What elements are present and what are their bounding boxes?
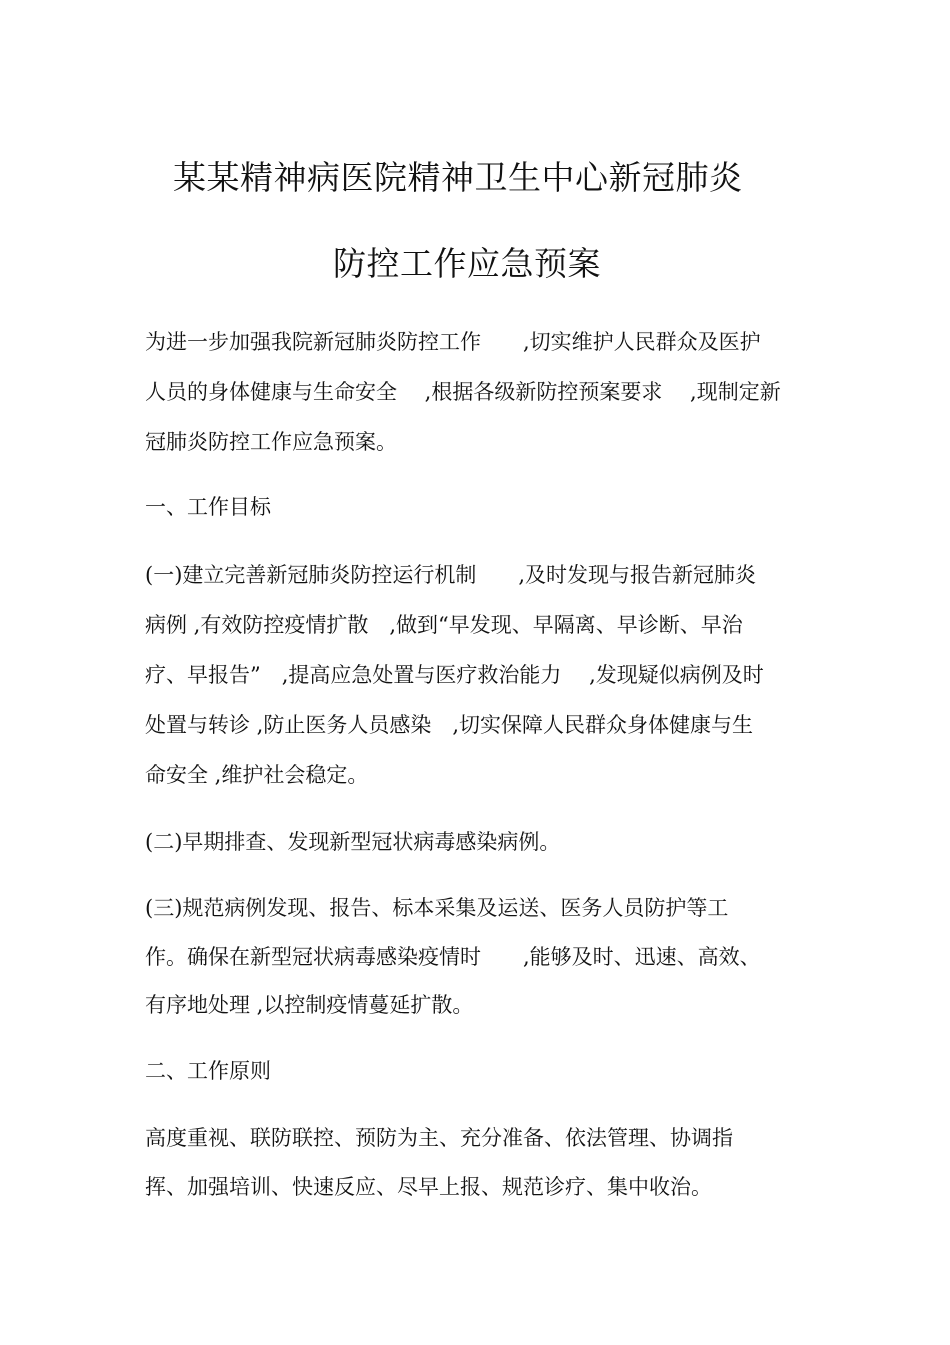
intro-line-1: 为进一步加强我院新冠肺炎防控工作 ,切实维护人民群众及医护 <box>145 330 761 354</box>
goal-3-line-2: 作。确保在新型冠状病毒感染疫情时 ,能够及时、迅速、高效、 <box>145 945 761 969</box>
document-title-line-2: 防控工作应急预案 <box>333 244 601 283</box>
section-heading-principles: 二、工作原则 <box>145 1059 271 1083</box>
document-title-line-1: 某某精神病医院精神卫生中心新冠肺炎 <box>173 158 743 197</box>
goal-3-line-1: (三)规范病例发现、报告、标本采集及运送、医务人员防护等工 <box>145 896 729 920</box>
goal-2-line-1: (二)早期排查、发现新型冠状病毒感染病例。 <box>145 830 561 854</box>
intro-line-3: 冠肺炎防控工作应急预案。 <box>145 430 397 454</box>
principles-line-2: 挥、加强培训、快速反应、尽早上报、规范诊疗、集中收治。 <box>145 1175 712 1199</box>
section-heading-goals: 一、工作目标 <box>145 495 271 519</box>
goal-1-line-1: (一)建立完善新冠肺炎防控运行机制 ,及时发现与报告新冠肺炎 <box>145 563 757 587</box>
goal-1-line-3: 疗、早报告” ,提高应急处置与医疗救治能力 ,发现疑似病例及时 <box>145 663 764 687</box>
goal-1-line-2: 病例 ,有效防控疫情扩散 ,做到“早发现、早隔离、早诊断、早治 <box>145 613 743 637</box>
goal-3-line-3: 有序地处理 ,以控制疫情蔓延扩散。 <box>145 993 474 1017</box>
intro-line-2: 人员的身体健康与生命安全 ,根据各级新防控预案要求 ,现制定新 <box>145 380 781 404</box>
principles-line-1: 高度重视、联防联控、预防为主、充分准备、依法管理、协调指 <box>145 1126 733 1150</box>
goal-1-line-4: 处置与转诊 ,防止医务人员感染 ,切实保障人民群众身体健康与生 <box>145 713 754 737</box>
goal-1-line-5: 命安全 ,维护社会稳定。 <box>145 763 369 787</box>
